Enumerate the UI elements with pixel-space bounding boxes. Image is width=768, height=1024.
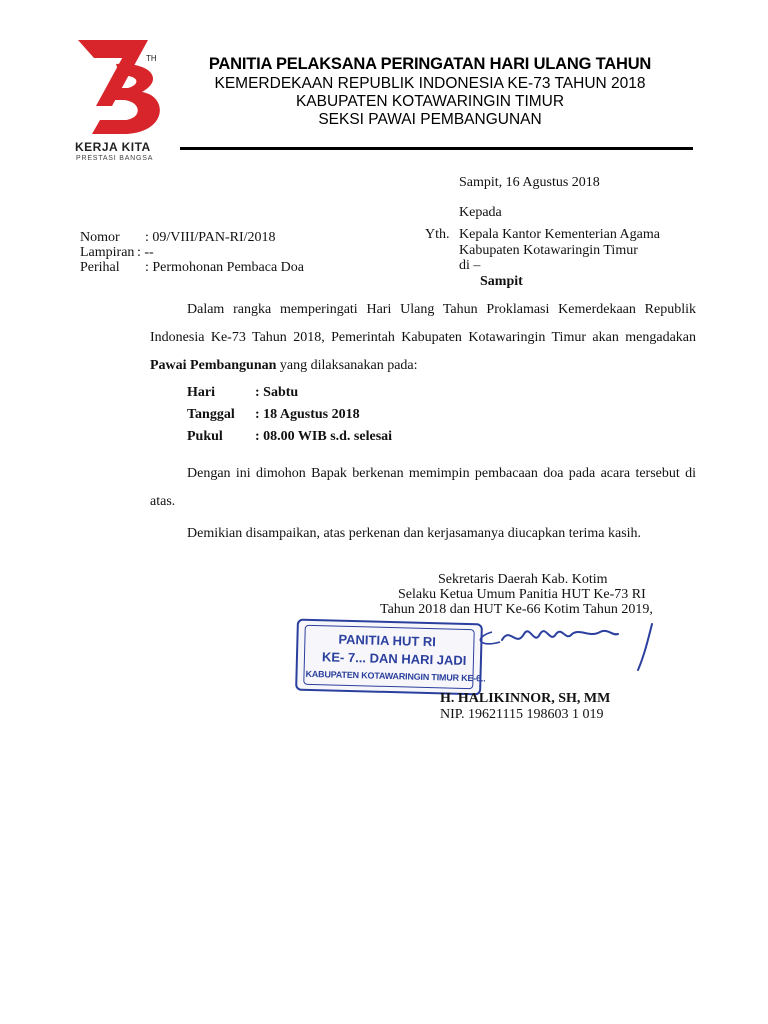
logo-73-mark — [72, 36, 182, 140]
perihal-value: : Permohonan Pembaca Doa — [145, 260, 305, 275]
para2-text: Dengan ini dimohon Bapak berkenan memimpin pembacaan doa pada acara tersebut di atas. — [150, 466, 696, 509]
recipient-yth: Yth. — [425, 227, 450, 242]
body-paragraph-1 — [150, 296, 696, 380]
schedule-value-pukul: : 08.00 WIB s.d. selesai — [255, 429, 393, 444]
hut-73-logo — [72, 36, 182, 168]
logo-caption-1: KERJA KITA — [75, 140, 151, 154]
header-line-4: SEKSI PAWAI PEMBANGUNAN — [318, 111, 542, 128]
nomor-value: : 09/VIII/PAN-RI/2018 — [145, 230, 276, 245]
recipient-line-3: di – — [459, 258, 481, 273]
logo-caption-2: PRESTASI BANGSA — [76, 155, 154, 162]
signatory-name: H. HALIKINNOR, SH, MM — [440, 691, 611, 706]
stamp-line-1: PANITIA HUT RI — [338, 631, 437, 650]
schedule-value-hari: : Sabtu — [255, 385, 299, 400]
recipient-line-1: Kepala Kantor Kementerian Agama — [459, 227, 660, 242]
header-divider — [180, 147, 693, 150]
recipient-line-2: Kabupaten Kotawaringin Timur — [459, 243, 638, 258]
para3-text: Demikian disampaikan, atas perkenan dan kerjasamanya diucapkan terima kasih. — [187, 526, 642, 541]
lampiran-label: Lampiran — [80, 245, 135, 260]
recipient-city: Sampit — [480, 274, 523, 289]
official-stamp — [295, 619, 486, 696]
signatory-nip: NIP. 19621115 198603 1 019 — [440, 707, 604, 722]
schedule-label-hari: Hari — [187, 385, 215, 400]
schedule-label-tanggal: Tanggal — [187, 407, 235, 422]
para1-end: yang dilaksanakan pada: — [276, 358, 418, 373]
logo-superscript: TH — [146, 54, 157, 63]
header-line-2: KEMERDEKAAN REPUBLIK INDONESIA KE-73 TAHUN 2018 — [214, 75, 646, 92]
para1-bold: Pawai Pembangunan — [150, 358, 277, 373]
signature-line-2: Selaku Ketua Umum Panitia HUT Ke-73 RI — [398, 587, 646, 602]
recipient-kepada: Kepada — [459, 205, 502, 220]
para1-start: Dalam rangka memperingati Hari Ulang Tahun Proklamasi Kemerdekaan Republik Indonesia Ke-73 Tahun 2018, Pemerintah Kabupaten Kotawaringin Timur akan mengadakan — [150, 302, 696, 345]
lampiran-value: : -- — [137, 245, 154, 260]
schedule-value-tanggal: : 18 Agustus 2018 — [255, 407, 360, 422]
signature-line-3: Tahun 2018 dan HUT Ke-66 Kotim Tahun 2019, — [380, 602, 653, 617]
nomor-label: Nomor — [80, 230, 120, 245]
body-paragraph-3 — [150, 520, 696, 548]
stamp-line-3: KABUPATEN KOTAWARINGIN TIMUR KE-6.. — [305, 668, 486, 684]
place-date: Sampit, 16 Agustus 2018 — [459, 175, 600, 190]
signature-line-1: Sekretaris Daerah Kab. Kotim — [438, 572, 608, 587]
stamp-line-2: KE- 7... DAN HARI JADI — [321, 649, 467, 669]
header-line-3: KABUPATEN KOTAWARINGIN TIMUR — [295, 93, 565, 110]
body-paragraph-2 — [150, 460, 696, 516]
header-line-1: PANITIA PELAKSANA PERINGATAN HARI ULANG TAHUN — [208, 55, 652, 73]
schedule-label-pukul: Pukul — [187, 429, 223, 444]
perihal-label: Perihal — [80, 260, 120, 275]
